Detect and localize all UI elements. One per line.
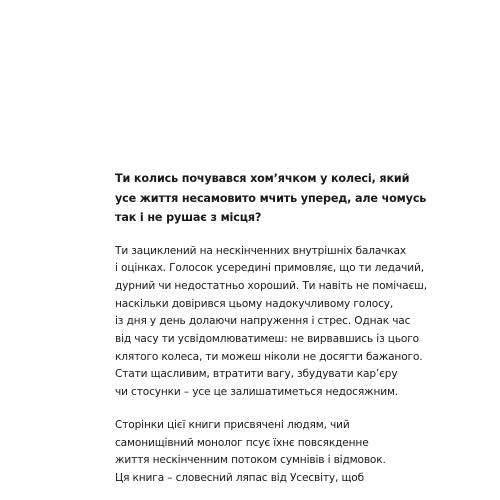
paragraph-line: самонищівний монолог псує їхнє повсякденне bbox=[115, 436, 369, 449]
lead-question bbox=[115, 169, 427, 228]
paragraph-line: Ця книга – словесний ляпас від Усесвіту, щоб bbox=[115, 471, 365, 484]
paragraph-1 bbox=[115, 243, 427, 402]
lead-line: усе життя несамовито мчить уперед, але чомусь bbox=[115, 191, 427, 205]
paragraph-line: із дня у день долаючи напруження і стрес. Однак час bbox=[115, 315, 411, 328]
paragraph-line: чи стосунки – усе це залишатиметься недосяжним. bbox=[115, 386, 399, 399]
paragraph-line: клятого колеса, ти можеш ніколи не досягти бажаного. bbox=[115, 350, 423, 363]
text-block bbox=[115, 169, 427, 488]
paragraph-line: життя нескінченним потоком сумнівів і відмовок. bbox=[115, 454, 386, 467]
paragraph-line: і оцінках. Голосок усередині примовляє, що ти ледачий, bbox=[115, 262, 424, 275]
lead-line: так і не рушає з місця? bbox=[115, 211, 262, 224]
paragraph-line: від часу ти усвідомлюватимеш: не вирвавшись із цього bbox=[115, 333, 419, 346]
paragraph-line: Ти зациклений на нескінченних внутрішніх балачках bbox=[115, 244, 407, 257]
paragraph-line: Сторінки цієї книги присвячені людям, чий bbox=[115, 418, 350, 431]
lead-line: Ти колись почувався хом’ячком у колесі, який bbox=[115, 172, 410, 185]
paragraph-line: дурний чи недостатньо хороший. Ти навіть не помічаєш, bbox=[115, 279, 427, 292]
paragraph-2 bbox=[115, 417, 415, 488]
paragraph-line: наскільки довірився цьому надокучливому голосу, bbox=[115, 297, 394, 310]
paragraph-line: Стати щасливим, втратити вагу, збудувати кар’єру bbox=[115, 368, 398, 381]
